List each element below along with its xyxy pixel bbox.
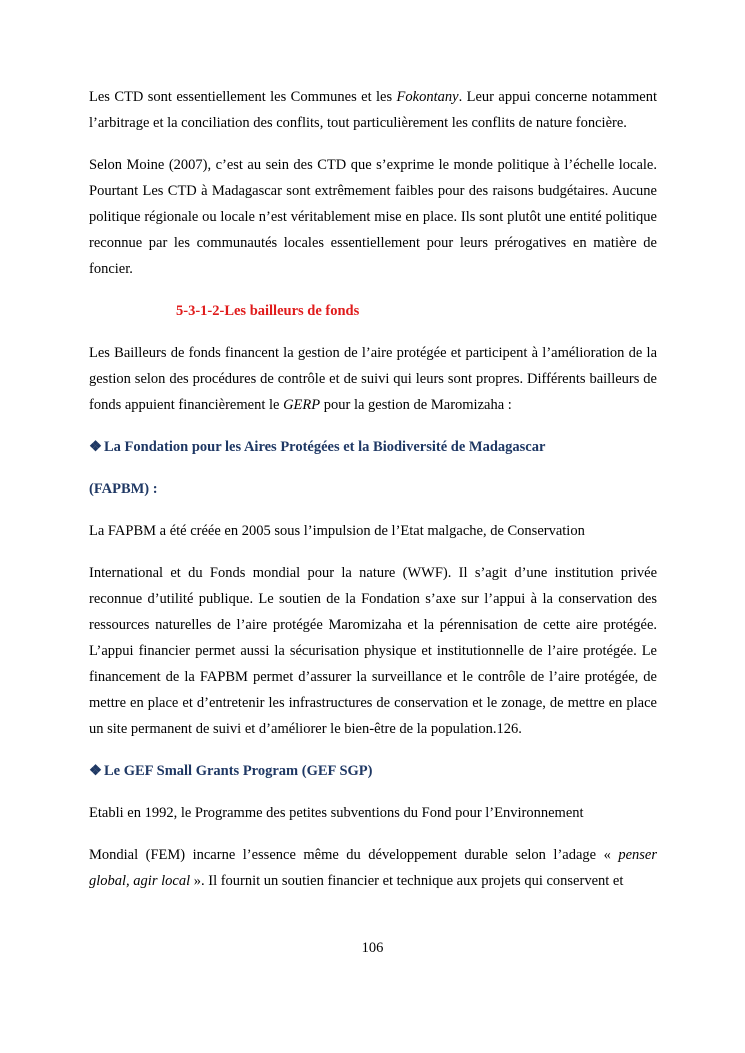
- subheading-text: La Fondation pour les Aires Protégées et la Biodiversité de Madagascar: [104, 439, 546, 455]
- text-run: . Leur appui concerne notamment l’arbitrage et la conciliation des conflits, tout particulièrement les conflits de nature foncière.: [89, 89, 657, 131]
- italic-term: Fokontany: [396, 89, 459, 105]
- text-run: Mondial (FEM) incarne l’essence même du développement durable selon l’adage «: [89, 847, 619, 863]
- subheading-fapbm-acronym: (FAPBM) :: [89, 481, 158, 497]
- document-body: [89, 84, 657, 894]
- diamond-bullet-icon: ❖: [89, 439, 102, 455]
- italic-quote: penser global, agir local: [89, 847, 657, 889]
- paragraph-gef-detail: [89, 842, 657, 894]
- text-run: Les CTD sont essentiellement les Communes et les: [89, 89, 397, 105]
- paragraph-bailleurs: [89, 340, 657, 418]
- text-run: pour la gestion de Maromizaha :: [320, 397, 512, 413]
- subheading-fapbm: [89, 434, 657, 460]
- italic-term: GERP: [283, 397, 321, 413]
- page-number: 106: [361, 940, 384, 956]
- subheading-text: Le GEF Small Grants Program (GEF SGP): [104, 763, 373, 779]
- text-run: ». Il fournit un soutien financier et technique aux projets qui conservent et: [190, 873, 624, 889]
- section-heading-bailleurs: 5-3-1-2-Les bailleurs de fonds: [176, 303, 360, 319]
- paragraph-fapbm-detail: International et du Fonds mondial pour la nature (WWF). Il s’agit d’une institution privée reconnue d’utilité publique. Le soutien de la Fondation s’axe sur l’appui à la conservation des ressources naturelles de l’aire protégée Maromizaha et la pérennisation de cette aire protégée. L’appui financier permet aussi la sécurisation physique et institutionnelle de l’aire protégée. Le financement de la FAPBM permet d’assurer la surveillance et le contrôle de l’aire protégée, de mettre en place et d’entretenir les infrastructures de conservation et le zonage, de mettre en place un site permanent de suivi et d’améliorer le bien-être de la population.126.: [89, 565, 657, 737]
- paragraph-ctd: [89, 84, 657, 136]
- diamond-bullet-icon: ❖: [89, 763, 102, 779]
- text-run: Les Bailleurs de fonds financent la gestion de l’aire protégée et participent à l’amélioration de la gestion selon des procédures de contrôle et de suivi qui leurs sont propres. Différents bailleurs de fonds appuient financièrement le: [89, 345, 657, 413]
- paragraph-fapbm-intro: La FAPBM a été créée en 2005 sous l’impulsion de l’Etat malgache, de Conservation: [89, 523, 585, 539]
- paragraph-gef-intro: Etabli en 1992, le Programme des petites subventions du Fond pour l’Environnement: [89, 805, 584, 821]
- subheading-gef-sgp: [89, 758, 657, 784]
- paragraph-moine: Selon Moine (2007), c’est au sein des CTD que s’exprime le monde politique à l’échelle locale. Pourtant Les CTD à Madagascar sont extrêmement faibles pour des raisons budgétaires. Aucune politique régionale ou locale n’est véritablement mise en place. Ils sont plutôt une entité politique reconnue par les communautés locales essentiellement pour leurs prérogatives en matière de foncier.: [89, 157, 657, 277]
